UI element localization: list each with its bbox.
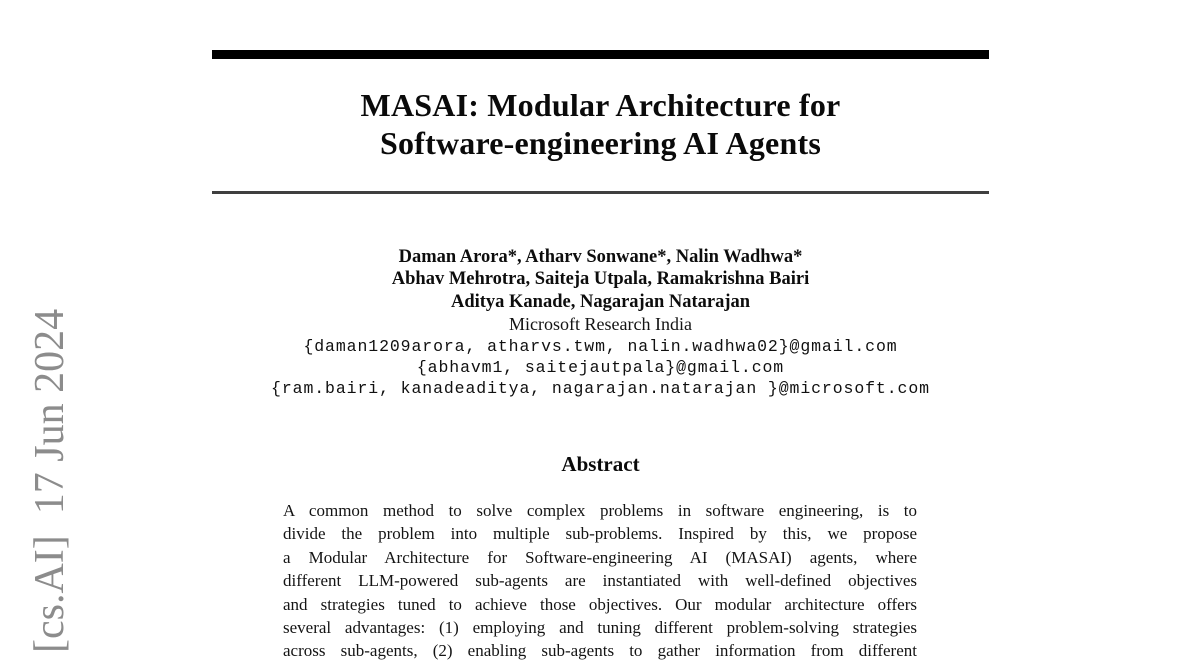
- paper-title-line-1: MASAI: Modular Architecture for: [360, 87, 841, 123]
- abstract-line: a Modular Architecture for Software-engineering AI (MASAI) agents, where: [283, 547, 917, 567]
- paper-title: [212, 86, 989, 162]
- abstract-line: across sub-agents, (2) enabling sub-agents to gather information from different: [283, 641, 917, 661]
- top-rule: [212, 50, 989, 59]
- abstract-heading: Abstract: [561, 452, 640, 476]
- abstract-line: several advantages: (1) employing and tuning different problem-solving strategies: [283, 617, 917, 637]
- email-line-2: {abhavm1, saitejautpala}@gmail.com: [416, 358, 785, 378]
- arxiv-stamp-text: [cs.AI] 17 Jun 2024: [27, 308, 73, 653]
- email-line-3: {ram.bairi, kanadeaditya, nagarajan.natarajan }@microsoft.com: [271, 379, 930, 399]
- abstract-line: divide the problem into multiple sub-problems. Inspired by this, we propose: [283, 524, 917, 544]
- author-names-line-3: Aditya Kanade, Nagarajan Natarajan: [450, 291, 751, 312]
- title-separator-rule: [212, 191, 989, 194]
- author-names-line-2: Abhav Mehrotra, Saiteja Utpala, Ramakrishna Bairi: [391, 269, 810, 290]
- author-names-line-1: Daman Arora*, Atharv Sonwane*, Nalin Wadhwa*: [398, 247, 803, 267]
- abstract-line: and strategies tuned to achieve those objectives. Our modular architecture offers: [283, 594, 917, 614]
- author-block: [212, 246, 989, 400]
- abstract-line: A common method to solve complex problems in software engineering, is to: [283, 501, 917, 520]
- email-line-1: {daman1209arora, atharvs.twm, nalin.wadhwa02}@gmail.com: [303, 336, 898, 356]
- affiliation: Microsoft Research India: [509, 313, 692, 334]
- abstract-body: [283, 501, 917, 665]
- paper-title-line-2: Software-engineering AI Agents: [380, 125, 821, 161]
- abstract-line: different LLM-powered sub-agents are instantiated with well-defined objectives: [283, 571, 917, 591]
